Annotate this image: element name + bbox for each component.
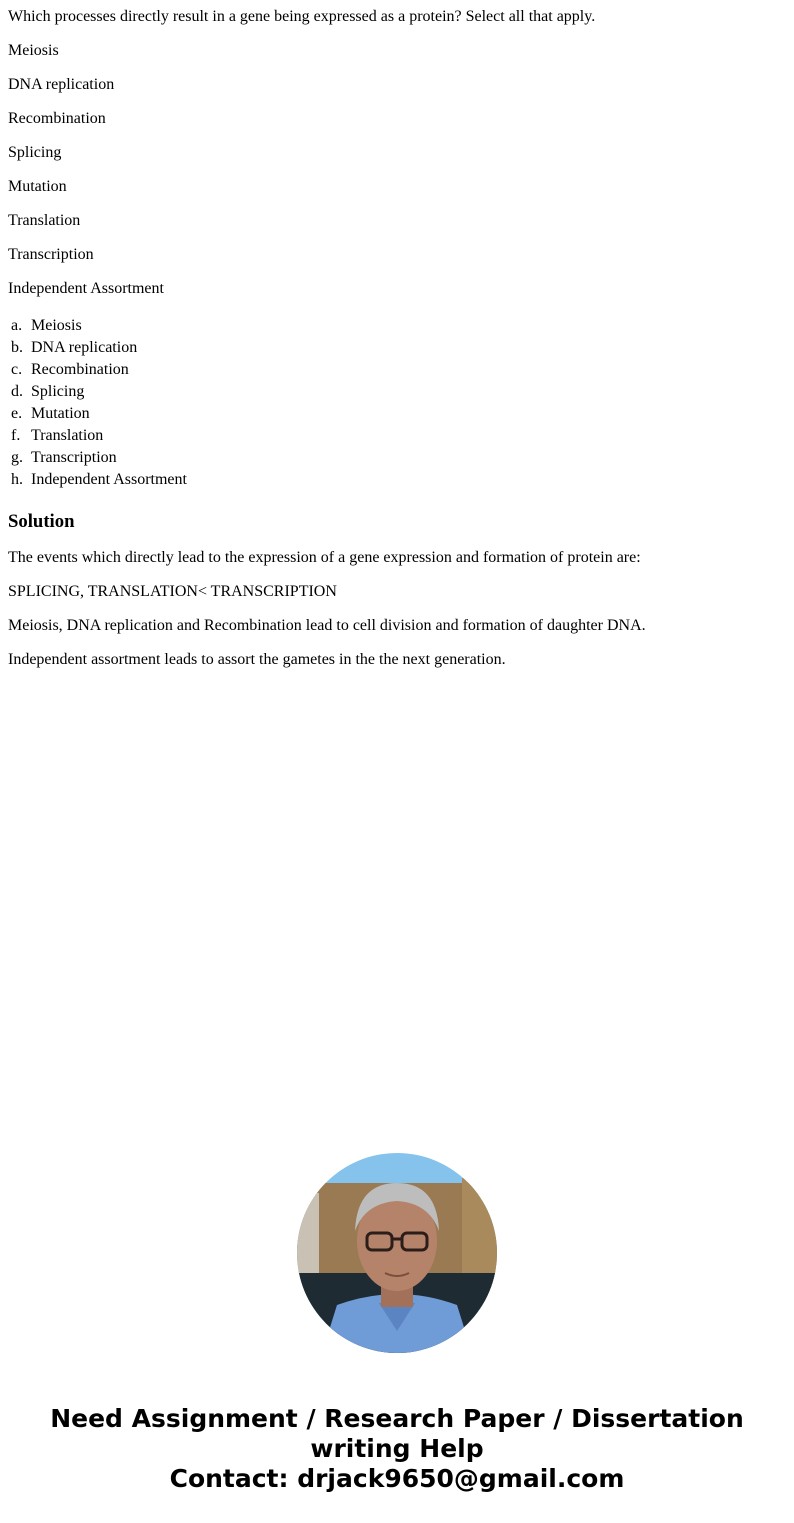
document-body — [8, 0, 786, 670]
lettered-options-list — [8, 315, 786, 491]
solution-heading: Solution — [8, 511, 75, 532]
solution-paragraph: Meiosis, DNA replication and Recombination lead to cell division and formation of daughter DNA. — [8, 617, 646, 634]
promo-line: Need Assignment / Research Paper / Dissertation — [50, 1404, 744, 1433]
list-item: b. DNA replication — [11, 339, 138, 356]
option-text-meiosis: Meiosis — [8, 42, 59, 59]
promo-banner — [0, 1404, 794, 1494]
question-title: Which processes directly result in a gene being expressed as a protein? Select all that apply. — [8, 8, 596, 25]
solution-paragraph: The events which directly lead to the expression of a gene expression and formation of protein are: — [8, 549, 641, 566]
avatar — [297, 1153, 497, 1353]
list-item: h. Independent Assortment — [11, 471, 187, 488]
avatar-portrait-image — [297, 1153, 497, 1353]
option-text-splicing: Splicing — [8, 144, 62, 161]
option-text-independent-assortment: Independent Assortment — [8, 280, 164, 297]
avatar-wall-panel — [297, 1193, 319, 1283]
promo-line: writing Help — [310, 1434, 484, 1463]
list-item: a. Meiosis — [11, 317, 82, 334]
option-text-mutation: Mutation — [8, 178, 67, 195]
solution-paragraph: Independent assortment leads to assort the gametes in the the next generation. — [8, 651, 506, 668]
avatar-wall-carving — [462, 1178, 497, 1288]
list-item: c. Recombination — [11, 361, 129, 378]
solution-paragraph: SPLICING, TRANSLATION< TRANSCRIPTION — [8, 583, 337, 600]
option-text-recombination: Recombination — [8, 110, 106, 127]
list-item: g. Transcription — [11, 449, 117, 466]
option-text-transcription: Transcription — [8, 246, 94, 263]
list-item: d. Splicing — [11, 383, 85, 400]
option-text-dna-replication: DNA replication — [8, 76, 115, 93]
option-text-translation: Translation — [8, 212, 81, 229]
list-item: e. Mutation — [11, 405, 90, 422]
list-item: f. Translation — [11, 427, 104, 444]
promo-contact-line: Contact: drjack9650@gmail.com — [169, 1464, 625, 1493]
